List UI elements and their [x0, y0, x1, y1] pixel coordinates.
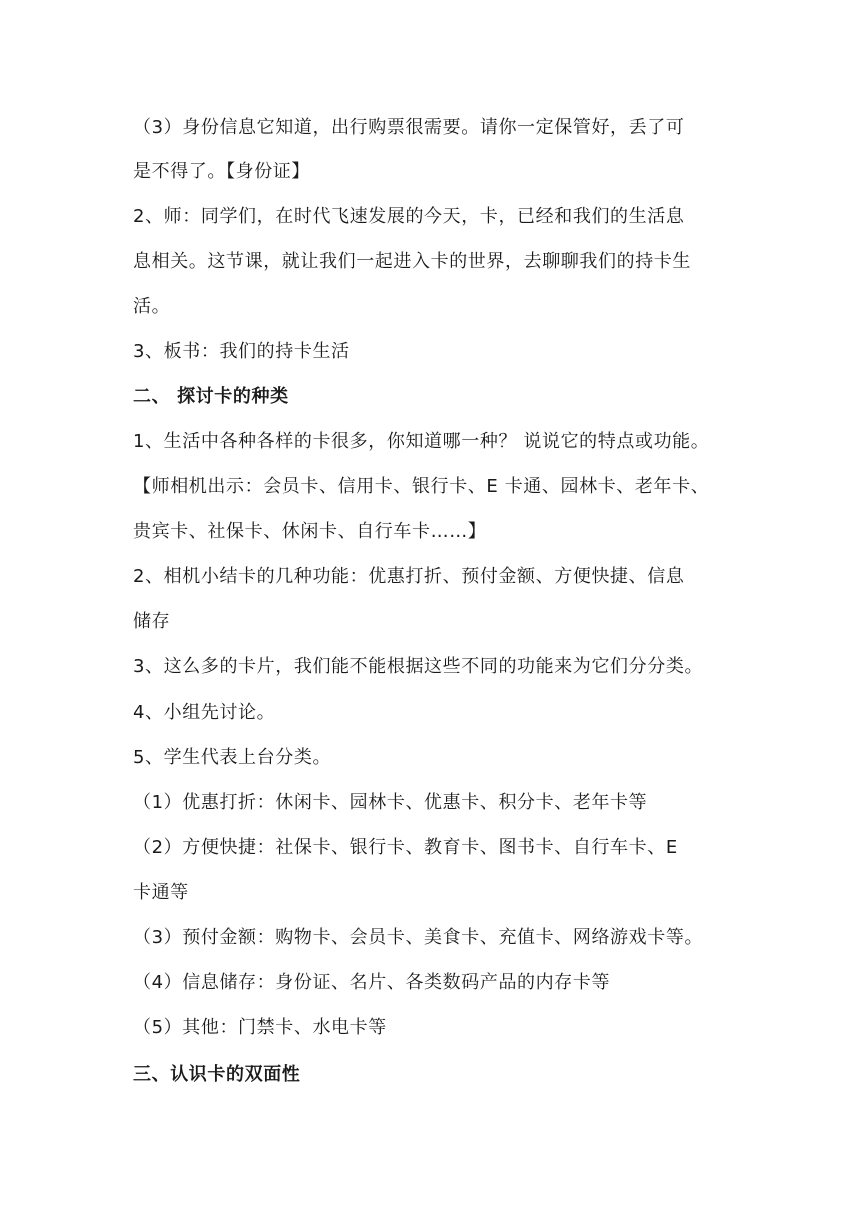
paragraph-line: 活。 [133, 296, 171, 317]
section-heading: 二、 探讨卡的种类 [133, 386, 289, 407]
paragraph-line: （2）方便快捷：社保卡、银行卡、教育卡、图书卡、自行车卡、E [133, 837, 678, 858]
paragraph-line: 贵宾卡、社保卡、休闲卡、自行车卡……】 [133, 521, 487, 542]
paragraph-line: 2、师：同学们，在时代飞速发展的今天，卡，已经和我们的生活息 [133, 206, 685, 227]
section-heading: 三、认识卡的双面性 [133, 1064, 301, 1085]
paragraph-line: （3）预付金额：购物卡、会员卡、美食卡、充值卡、网络游戏卡等。 [133, 927, 704, 948]
paragraph-line: 是不得了。【身份证】 [133, 161, 310, 182]
paragraph-line: 3、这么多的卡片，我们能不能根据这些不同的功能来为它们分分类。 [133, 656, 704, 677]
paragraph-line: （4）信息储存：身份证、名片、各类数码产品的内存卡等 [133, 972, 611, 993]
paragraph-line: 5、学生代表上台分类。 [133, 747, 332, 768]
paragraph-line: 储存 [133, 611, 171, 632]
paragraph-line: （1）优惠打折：休闲卡、园林卡、优惠卡、积分卡、老年卡等 [133, 792, 648, 813]
paragraph-line: （3）身份信息它知道，出行购票很需要。请你一定保管好，丢了可 [133, 117, 685, 138]
paragraph-line: 3、板书：我们的持卡生活 [133, 341, 350, 362]
paragraph-line: 2、相机小结卡的几种功能：优惠打折、预付金额、方便快捷、信息 [133, 566, 685, 587]
paragraph-line: 息相关。这节课，就让我们一起进入卡的世界，去聊聊我们的持卡生 [133, 251, 691, 272]
paragraph-line: 4、小组先讨论。 [133, 702, 276, 723]
paragraph-line: 1、生活中各种各样的卡很多，你知道哪一种？ 说说它的特点或功能。 [133, 431, 710, 452]
paragraph-line: 【师相机出示：会员卡、信用卡、银行卡、E 卡通、园林卡、老年卡、 [133, 476, 710, 497]
paragraph-line: （5）其他：门禁卡、水电卡等 [133, 1017, 387, 1038]
paragraph-line: 卡通等 [133, 882, 189, 903]
